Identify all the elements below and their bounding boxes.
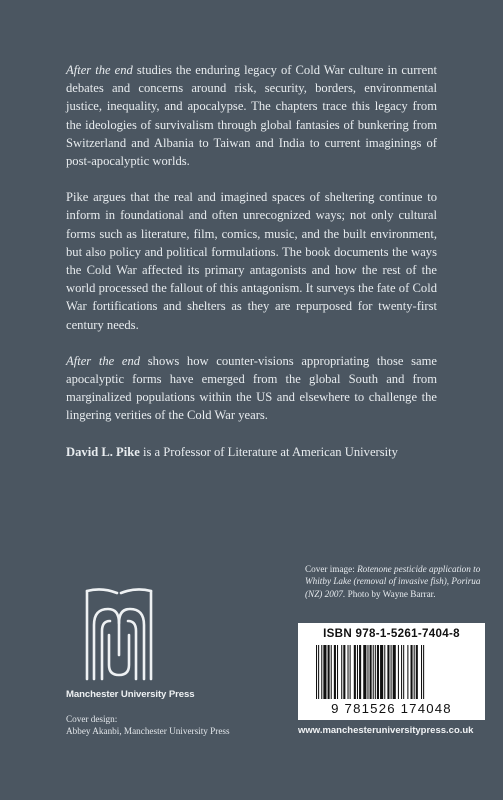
author-bio-text: is a Professor of Literature at American University xyxy=(139,444,398,459)
barcode-bar xyxy=(357,645,358,699)
barcode-bars xyxy=(314,645,474,699)
barcode-bar xyxy=(367,645,368,699)
blurb-paragraph-1 xyxy=(66,61,437,170)
caption-prefix: Cover image: xyxy=(305,564,358,574)
barcode-bar xyxy=(403,645,404,699)
barcode-bar xyxy=(373,645,374,699)
caption-credit: Photo by Wayne Barrar. xyxy=(347,588,436,599)
barcode-bar xyxy=(407,645,408,699)
barcode-bar xyxy=(423,645,424,699)
barcode-bar xyxy=(370,645,372,699)
cover-image-caption xyxy=(305,563,485,600)
barcode-bar xyxy=(348,645,349,699)
blurb-paragraph-3-text: shows how counter-visions appropriating those same apocalyptic forms have emerged from the global South and from marginalized populations within the US and elsewhere to challenge the lingering verities of the Cold War years. xyxy=(66,353,437,423)
barcode-bar xyxy=(398,645,399,699)
barcode-bar xyxy=(384,645,385,699)
isbn-number: ISBN 978-1-5261-7404-8 xyxy=(323,627,460,640)
barcode-bar xyxy=(354,645,356,699)
author-bio xyxy=(66,443,437,461)
cover-design-credit xyxy=(66,713,266,737)
cover-design-label: Cover design: xyxy=(66,714,118,724)
blurb-paragraph-3 xyxy=(66,352,437,425)
barcode-bar xyxy=(321,645,322,699)
book-title-italic: After the end xyxy=(66,63,133,77)
blurb-paragraph-1-text: studies the enduring legacy of Cold War culture in current debates and concerns around risk, security, borders, environmental justice, inequality, and apocalypse. The chapters trace this legacy from the ideologies of survivalism through global fantasies of bunkering from Switzerland and Albania to Taiwan and India to current imaginings of post-apocalyptic worlds. xyxy=(66,63,437,169)
barcode-bar xyxy=(387,645,389,699)
barcode-bar xyxy=(359,645,361,699)
isbn-barcode xyxy=(298,623,485,720)
barcode-bar xyxy=(350,645,351,699)
barcode-bar xyxy=(380,645,383,699)
barcode-bar xyxy=(334,645,336,699)
publisher-name: Manchester University Press xyxy=(66,689,195,700)
barcode-bar xyxy=(411,645,413,699)
barcode-bar xyxy=(416,645,418,699)
barcode-bar xyxy=(401,645,402,699)
blurb-text xyxy=(66,61,437,479)
barcode-bar xyxy=(391,645,392,699)
book-title-italic: After the end xyxy=(66,353,141,368)
manchester-university-press-logo-icon xyxy=(78,585,160,685)
barcode-bar xyxy=(337,645,338,699)
barcode-bar xyxy=(323,645,326,699)
barcode-digits: 9 781526 174048 xyxy=(331,701,452,716)
barcode-bar xyxy=(341,645,342,699)
cover-designer: Abbey Akanbi, Manchester University Press xyxy=(66,726,230,736)
barcode-bar xyxy=(318,645,319,699)
barcode-bar xyxy=(328,645,330,699)
author-name: David L. Pike xyxy=(66,444,140,459)
barcode-bar xyxy=(375,645,376,699)
blurb-paragraph-2: Pike argues that the real and imagined spaces of sheltering continue to inform in foundational and often unrecognized ways; not only cultural forms such as literature, film, comics, music, and the built environment, but also policy and political formulations. The book documents the ways the Cold War affected its primary antagonists and how the rest of the world processed the fallout of this antagonism. It surveys the fate of Cold War fortifications and shelters as they are repurposed for twenty-first century needs. xyxy=(66,190,437,332)
barcode-bar xyxy=(331,645,332,699)
barcode-bar xyxy=(421,645,422,699)
barcode-bar xyxy=(377,645,379,699)
barcode-bar xyxy=(316,645,317,699)
barcode-bar xyxy=(363,645,366,699)
barcode-bar xyxy=(414,645,415,699)
publisher-website: www.manchesteruniversitypress.co.uk xyxy=(298,725,474,736)
barcode-bar xyxy=(343,645,345,699)
barcode-bar xyxy=(393,645,396,699)
caption-title: Rotenone pesticide application to Whitby Lake (removal of invasive fish), Porirua (NZ) 2007. xyxy=(305,564,481,599)
